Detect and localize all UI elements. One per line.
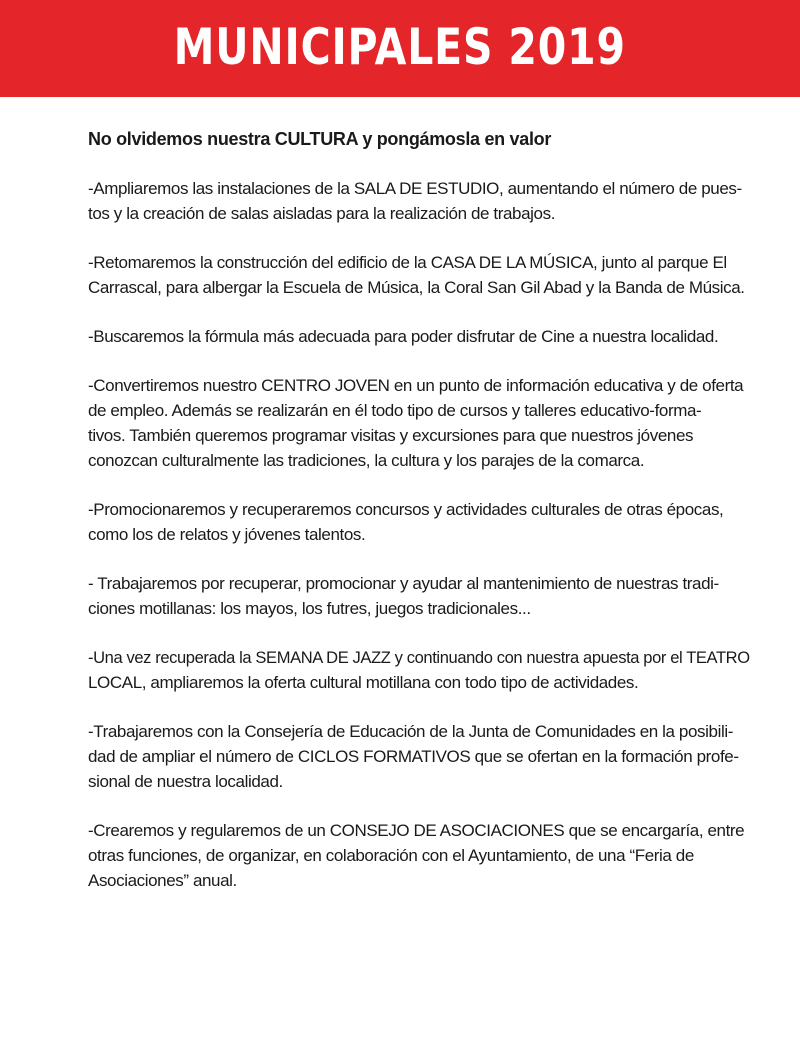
paragraph-line: LOCAL, ampliaremos la oferta cultural motillana con todo tipo de actividades. xyxy=(88,673,639,692)
paragraph-line: conozcan culturalmente las tradiciones, la cultura y los parajes de la comarca. xyxy=(88,451,645,470)
paragraph-line: -Buscaremos la fórmula más adecuada para poder disfrutar de Cine a nuestra localidad. xyxy=(88,327,719,346)
header-banner xyxy=(0,0,800,97)
paragraph xyxy=(88,250,748,300)
paragraph-line: -Convertiremos nuestro CENTRO JOVEN en un punto de información educativa y de oferta xyxy=(88,376,744,395)
paragraph xyxy=(88,818,748,893)
paragraph-line: -Ampliaremos las instalaciones de la SALA DE ESTUDIO, aumentando el número de pues- xyxy=(88,179,742,198)
page-title: MUNICIPALES 2019 xyxy=(173,17,627,76)
document-body xyxy=(88,126,748,917)
paragraph-line: -Promocionaremos y recuperaremos concursos y actividades culturales de otras épocas, xyxy=(88,500,724,519)
paragraph-line: -Retomaremos la construcción del edificio de la CASA DE LA MÚSICA, junto al parque El xyxy=(88,253,727,272)
paragraph-line: sional de nuestra localidad. xyxy=(88,772,283,791)
paragraph-line: ciones motillanas: los mayos, los futres, juegos tradicionales... xyxy=(88,599,531,618)
paragraph-list xyxy=(88,176,748,893)
paragraph xyxy=(88,645,748,695)
paragraph xyxy=(88,497,748,547)
paragraph-line: de empleo. Además se realizarán en él todo tipo de cursos y talleres educativo-forma- xyxy=(88,401,702,420)
paragraph-line: -Trabajaremos con la Consejería de Educación de la Junta de Comunidades en la posibili- xyxy=(88,722,733,741)
paragraph-line: otras funciones, de organizar, en colaboración con el Ayuntamiento, de una “Feria de xyxy=(88,846,694,865)
paragraph-line: -Crearemos y regularemos de un CONSEJO DE ASOCIACIONES que se encargaría, entre xyxy=(88,821,745,840)
paragraph xyxy=(88,719,748,794)
paragraph-line: Asociaciones” anual. xyxy=(88,871,237,890)
paragraph-line: como los de relatos y jóvenes talentos. xyxy=(88,525,366,544)
paragraph-line: tos y la creación de salas aisladas para la realización de trabajos. xyxy=(88,204,556,223)
paragraph xyxy=(88,176,748,226)
paragraph xyxy=(88,373,748,473)
paragraph-line: Carrascal, para albergar la Escuela de Música, la Coral San Gil Abad y la Banda de Música. xyxy=(88,278,745,297)
paragraph xyxy=(88,324,748,349)
paragraph xyxy=(88,571,748,621)
paragraph-line: - Trabajaremos por recuperar, promocionar y ayudar al mantenimiento de nuestras tradi- xyxy=(88,574,719,593)
paragraph-line: dad de ampliar el número de CICLOS FORMATIVOS que se ofertan en la formación profe- xyxy=(88,747,739,766)
section-heading: No olvidemos nuestra CULTURA y pongámosla en valor xyxy=(88,129,552,149)
paragraph-line: tivos. También queremos programar visitas y excursiones para que nuestros jóvenes xyxy=(88,426,694,445)
paragraph-line: -Una vez recuperada la SEMANA DE JAZZ y continuando con nuestra apuesta por el TEATRO xyxy=(88,648,750,667)
